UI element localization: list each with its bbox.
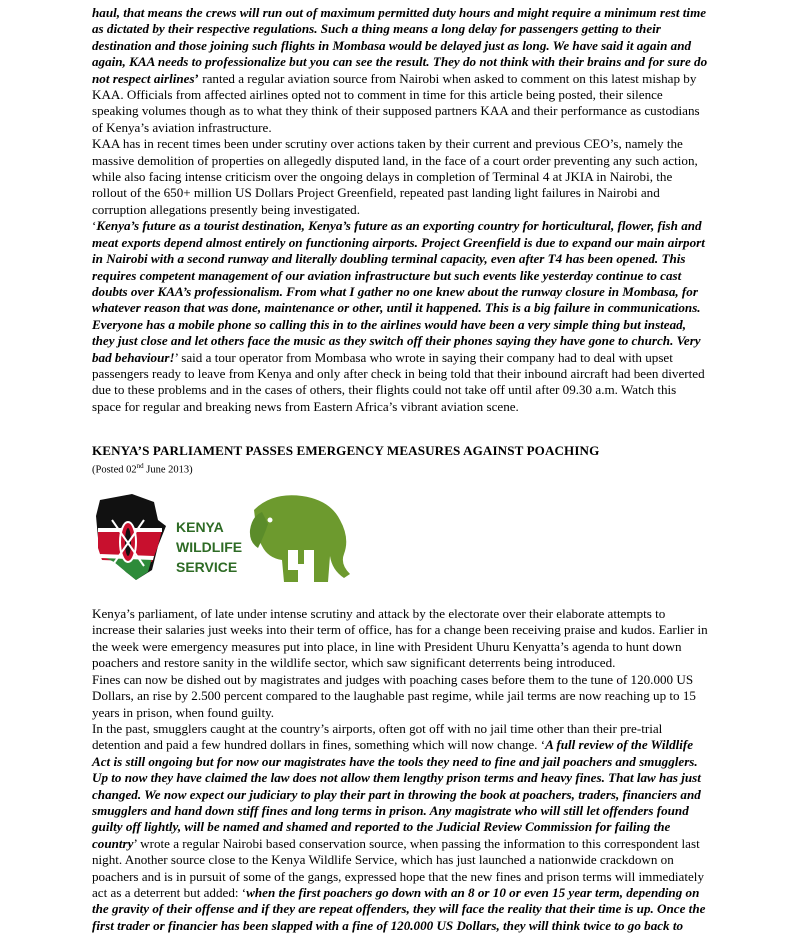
paragraph-tour-operator [92, 218, 708, 415]
paragraph-fines: Fines can now be dished out by magistrates and judges with poaching cases before them to the tune of 120.000 US Dollars, an rise by 2.500 percent compared to the laughable past regime, while jail terms are now reaching up to 15 years in prison, when found guilty. [92, 671, 696, 720]
quote-close-mark: ’ [194, 70, 199, 86]
logo-text-service: SERVICE [176, 559, 238, 576]
airline-source-quote: haul, that means the crews will run out of maximum permitted duty hours and might require a minimum rest time as dictated by their respective regulations. Such a thing means a long delay for passengers getting to their destination and those joining such flights in Mombasa would be delayed just as long. We have said it again and again, KAA needs to professionalize but you can see the result. They do not think with their brains and for sure do not respect airlines [92, 5, 708, 86]
quote-open-mark: ‘ [92, 218, 97, 234]
paragraph-parliament: Kenya’s parliament, of late under intense scrutiny and attack by the electorate over their elaborate attempts to increase their salaries just weeks into their term of office, has for a change been receiving praise and kudos. Earlier in the week were emergency measures put into place, in line with President Uhuru Kenyatta’s agenda to hunt down poachers and restore sanity in the wildlife sector, which saw significant deterrents being introduced. [92, 606, 708, 671]
tour-operator-text: ’ said a tour operator from Mombasa who wrote in saying their company had to deal with upset passengers ready to leave from Kenya and only after check in being told that their inbound aircraft had been diverted due to these problems and in the cases of others, their flights could not take off until after 09.30 a.m. Watch this space for regular and breaking news from Eastern Africa’s vibrant aviation scene. [92, 349, 705, 414]
tour-operator-quote: Kenya’s future as a tourist destination, Kenya’s future as an exporting country for horticultural, flower, fish and meat exports depend almost entirely on functioning airports. Project Greenfield is due to expand our main airport in Nairobi with a second runway and literally doubling terminal capacity, even after T4 has been opened. This requires competent management of our aviation infrastructure but such events like yesterday continue to cast doubts over KAA’s professionalism. From what I gather no one knew about the runway closure in Mombasa, for whatever reason that was done, maintenance or other, until it happened. This is a big failure in communications. Everyone has a mobile phone so calling this in to the airlines would have been a very simple thing but instead, they just close and let others face the music as they switch off their phones saying they have gone to church. Very bad behaviour! [92, 218, 705, 365]
paragraph-smugglers [92, 721, 708, 934]
conservation-source-quote: A full review of the Wildlife Act is still ongoing but for now our magistrates have the tools they need to fine and jail poachers and smugglers. Up to now they have claimed the law does not allow them lengthy prison terms and heavy fines. That law has just changed. We now expect our judiciary to play their part in throwing the book at poachers, traders, financiers and smugglers and hand down stiff fines and long terms in prison. Any magistrate who will still let offenders found guilty off lightly, will be named and shamed and reported to the Judicial Review Commission for failing the country [92, 737, 701, 851]
kws-logo-graphic [92, 490, 362, 594]
document-page [92, 5, 708, 934]
kws-source-quote: when the first poachers go down with an 8 or 10 or even 15 year term, depending on the gravity of their offense and if they are repeat offenders, they will face the reality that their time is up. Once the first trader or financier has been slapped with a fine of 120.000 US Dollars, they will think twice to go back to [92, 884, 706, 933]
paragraph-kaa-scrutiny: KAA has in recent times been under scrutiny over actions taken by their current and previous CEO’s, namely the massive demolition of properties on allegedly disputed land, in the face of a court order preventing any such action, while also facing intense criticism over the ongoing delays in completion of Terminal 4 at JKIA in Nairobi, the rollout of the 650+ million US Dollars Project Greenfield, repeated past landing light failures in Nairobi and corruption allegations presently being investigated. [92, 136, 698, 217]
elephant-icon [250, 495, 350, 582]
smugglers-text-start: In the past, smugglers caught at the country’s airports, often got off with no jail time other than their pre-trial detention and paid a few hundred dollars in fines, something which will now change. ‘ [92, 720, 663, 753]
posted-date: (Posted 02nd June 2013) [92, 461, 193, 476]
kenya-wildlife-service-logo [92, 490, 708, 594]
kenya-map-flag-icon [96, 494, 166, 580]
paragraph-airline-source [92, 5, 708, 136]
logo-text-wildlife: WILDLIFE [176, 539, 243, 556]
smugglers-text-mid: ’ wrote a regular Nairobi based conservation source, when passing the information to this correspondent last night. Another source close to the Kenya Wildlife Service, which has just launched a nationwide crackdown on poachers and is in pursuit of some of the gangs, expressed hope that the new fines and prison terms will immediately act as a deterrent but added: ‘ [92, 835, 704, 900]
logo-text-kenya: KENYA [176, 519, 224, 536]
airline-source-text: ranted a regular aviation source from Nairobi when asked to comment on this latest mishap by KAA. Officials from affected airlines opted not to comment in time for this article being posted, their silence speaking volumes though as to what they think of their supposed partners KAA and their performance as custodians of Kenya’s aviation infrastructure. [92, 70, 700, 135]
article-headline: KENYA’S PARLIAMENT PASSES EMERGENCY MEASURES AGAINST POACHING [92, 443, 600, 459]
